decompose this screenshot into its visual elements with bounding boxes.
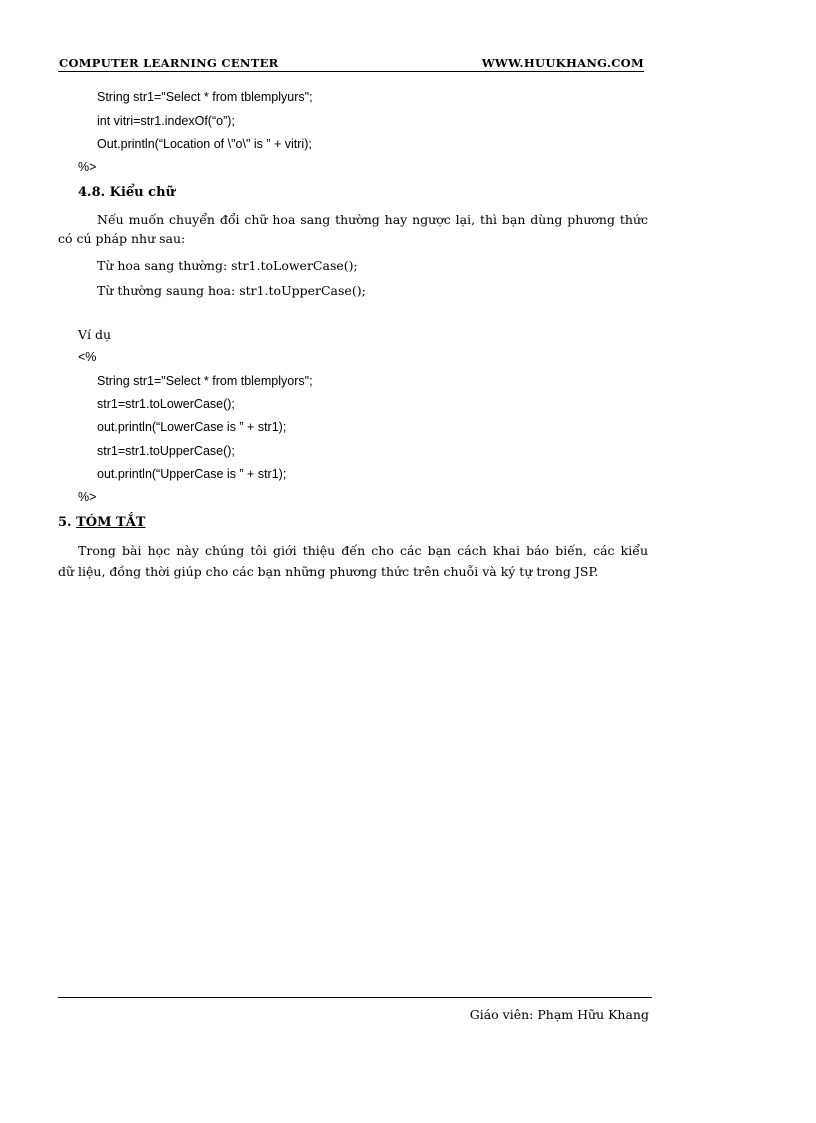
code-line: Out.println(“Location of \"o\" is ” + vitri); bbox=[97, 137, 312, 151]
code-line: <% bbox=[78, 350, 97, 364]
section-number: 5. bbox=[58, 515, 72, 530]
code-line: out.println(“UpperCase is ” + str1); bbox=[97, 467, 287, 481]
code-line: String str1="Select * from tblemplyurs"; bbox=[97, 90, 313, 104]
header-website: WWW.HUUKHANG.COM bbox=[481, 56, 644, 70]
paragraph-line: Nếu muốn chuyển đổi chữ hoa sang thường hay ngược lại, thì bạn dùng phương thức bbox=[97, 212, 648, 227]
header-rule bbox=[58, 71, 644, 72]
syntax-item-uppercase: Từ thường saung hoa: str1.toUpperCase(); bbox=[97, 283, 366, 298]
code-line: int vitri=str1.indexOf(“o”); bbox=[97, 114, 235, 128]
code-line: out.println(“LowerCase is ” + str1); bbox=[97, 420, 287, 434]
code-line: %> bbox=[78, 160, 97, 174]
paragraph-line: có cú pháp như sau: bbox=[58, 231, 186, 246]
paragraph-line: dữ liệu, đồng thời giúp cho các bạn những phương thức trên chuỗi và ký tự trong JSP. bbox=[58, 564, 599, 579]
syntax-item-lowercase: Từ hoa sang thường: str1.toLowerCase(); bbox=[97, 258, 358, 273]
section-title: TÓM TẮT bbox=[76, 515, 146, 530]
code-line: String str1="Select * from tblemplyors"; bbox=[97, 374, 313, 388]
footer-teacher: Giáo viên: Phạm Hữu Khang bbox=[469, 1007, 649, 1022]
code-line: %> bbox=[78, 490, 97, 504]
code-line: str1=str1.toLowerCase(); bbox=[97, 397, 235, 411]
paragraph-line: Trong bài học này chúng tôi giới thiệu đến cho các bạn cách khai báo biến, các kiểu bbox=[78, 543, 648, 558]
section-heading-5 bbox=[58, 515, 145, 530]
section-heading-4-8: 4.8. Kiểu chữ bbox=[78, 185, 175, 200]
code-line: str1=str1.toUpperCase(); bbox=[97, 444, 235, 458]
header-center-name: COMPUTER LEARNING CENTER bbox=[59, 56, 279, 70]
example-label: Ví dụ bbox=[78, 327, 112, 342]
footer-rule bbox=[58, 997, 652, 998]
